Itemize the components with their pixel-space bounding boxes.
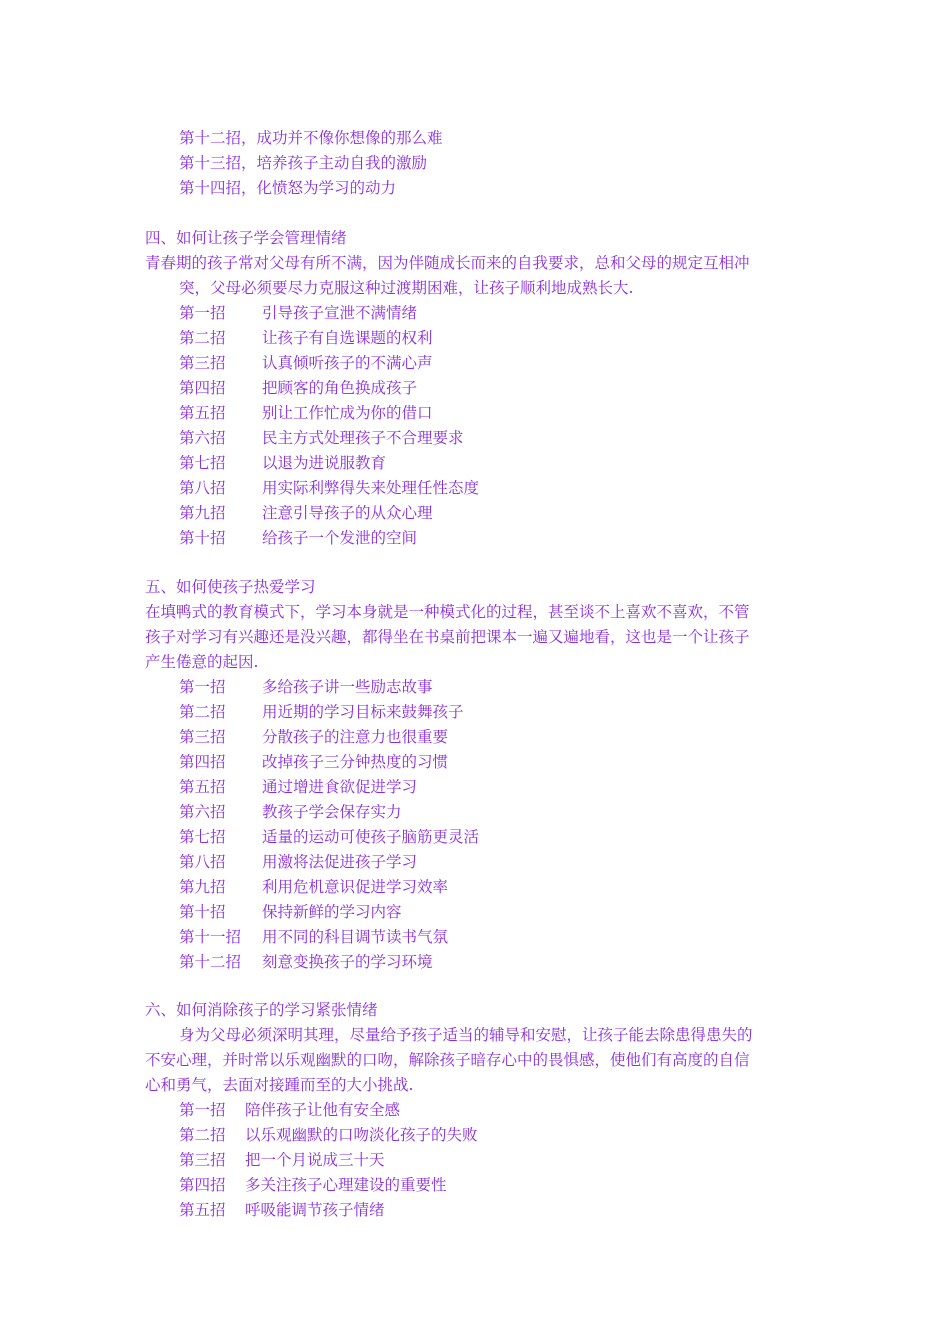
section-heading: 四、如何让孩子学会管理情绪 [145, 229, 347, 247]
list-item-label: 第四招 [179, 379, 226, 397]
section-heading: 六、如何消除孩子的学习紧张情绪 [145, 1001, 378, 1019]
list-item-text: 通过增进食欲促进学习 [262, 778, 418, 796]
list-item: 第十三招，培养孩子主动自我的激励 [179, 154, 428, 172]
list-item-label: 第五招 [179, 778, 226, 796]
list-item-label: 第十招 [179, 529, 226, 547]
paragraph-line: 突，父母必须要尽力克服这种过渡期困难，让孩子顺利地成熟长大. [179, 279, 634, 297]
paragraph-line: 身为父母必须深明其理，尽量给予孩子适当的辅导和安慰，让孩子能去除患得患失的 [179, 1026, 753, 1044]
paragraph-line: 心和勇气，去面对接踵而至的大小挑战. [145, 1076, 414, 1094]
list-item-label: 第十招 [179, 903, 226, 921]
list-item-text: 以退为进说服教育 [262, 454, 387, 472]
list-item-text: 认真倾听孩子的不满心声 [262, 354, 433, 372]
list-item-text: 用激将法促进孩子学习 [262, 853, 418, 871]
list-item-label: 第四招 [179, 753, 226, 771]
list-item-text: 以乐观幽默的口吻淡化孩子的失败 [245, 1126, 478, 1144]
list-item-label: 第一招 [179, 304, 226, 322]
list-item-text: 民主方式处理孩子不合理要求 [262, 429, 464, 447]
list-item-label: 第二招 [179, 329, 226, 347]
list-item-text: 呼吸能调节孩子情绪 [245, 1201, 385, 1219]
list-item-label: 第四招 [179, 1176, 226, 1194]
list-item-text: 改掉孩子三分钟热度的习惯 [262, 753, 449, 771]
list-item-label: 第九招 [179, 878, 226, 896]
list-item-label: 第一招 [179, 1101, 226, 1119]
list-item-text: 分散孩子的注意力也很重要 [262, 728, 449, 746]
list-item-text: 引导孩子宣泄不满情绪 [262, 304, 418, 322]
paragraph-line: 产生倦意的起因. [145, 653, 259, 671]
list-item-label: 第十二招 [179, 953, 242, 971]
list-item-label: 第九招 [179, 504, 226, 522]
list-item-label: 第六招 [179, 429, 226, 447]
list-item: 第十四招，化愤怒为学习的动力 [179, 179, 397, 197]
list-item-label: 第三招 [179, 354, 226, 372]
list-item-label: 第五招 [179, 1201, 226, 1219]
list-item-text: 适量的运动可使孩子脑筋更灵活 [262, 828, 480, 846]
list-item-text: 把顾客的角色换成孩子 [262, 379, 418, 397]
list-item-label: 第十一招 [179, 928, 242, 946]
list-item-label: 第六招 [179, 803, 226, 821]
paragraph-line: 青春期的孩子常对父母有所不满，因为伴随成长而来的自我要求，总和父母的规定互相冲 [145, 254, 750, 272]
list-item-text: 给孩子一个发泄的空间 [262, 529, 418, 547]
list-item-label: 第二招 [179, 703, 226, 721]
list-item-label: 第三招 [179, 1151, 226, 1169]
paragraph-line: 不安心理，并时常以乐观幽默的口吻，解除孩子暗存心中的畏惧感，使他们有高度的自信 [145, 1051, 750, 1069]
list-item-text: 多关注孩子心理建设的重要性 [245, 1176, 447, 1194]
list-item-text: 教孩子学会保存实力 [262, 803, 402, 821]
list-item-text: 别让工作忙成为你的借口 [262, 404, 433, 422]
list-item-text: 利用危机意识促进学习效率 [262, 878, 449, 896]
list-item-text: 多给孩子讲一些励志故事 [262, 678, 433, 696]
list-item-label: 第二招 [179, 1126, 226, 1144]
list-item-label: 第一招 [179, 678, 226, 696]
list-item-text: 让孩子有自选课题的权利 [262, 329, 433, 347]
list-item-text: 注意引导孩子的从众心理 [262, 504, 433, 522]
list-item: 第十二招，成功并不像你想像的那么难 [179, 129, 443, 147]
list-item-text: 陪伴孩子让他有安全感 [245, 1101, 401, 1119]
list-item-label: 第五招 [179, 404, 226, 422]
list-item-text: 刻意变换孩子的学习环境 [262, 953, 433, 971]
list-item-text: 把一个月说成三十天 [245, 1151, 385, 1169]
list-item-text: 用实际利弊得失来处理任性态度 [262, 479, 480, 497]
list-item-label: 第七招 [179, 828, 226, 846]
list-item-label: 第七招 [179, 454, 226, 472]
list-item-label: 第三招 [179, 728, 226, 746]
list-item-label: 第八招 [179, 479, 226, 497]
list-item-label: 第八招 [179, 853, 226, 871]
paragraph-line: 在填鸭式的教育模式下，学习本身就是一种模式化的过程，甚至谈不上喜欢不喜欢，不管 [145, 603, 750, 621]
list-item-text: 用不同的科目调节读书气氛 [262, 928, 449, 946]
paragraph-line: 孩子对学习有兴趣还是没兴趣，都得坐在书桌前把课本一遍又遍地看，这也是一个让孩子 [145, 628, 750, 646]
section-heading: 五、如何使孩子热爱学习 [145, 578, 316, 596]
list-item-text: 保持新鲜的学习内容 [262, 903, 402, 921]
list-item-text: 用近期的学习目标来鼓舞孩子 [262, 703, 464, 721]
